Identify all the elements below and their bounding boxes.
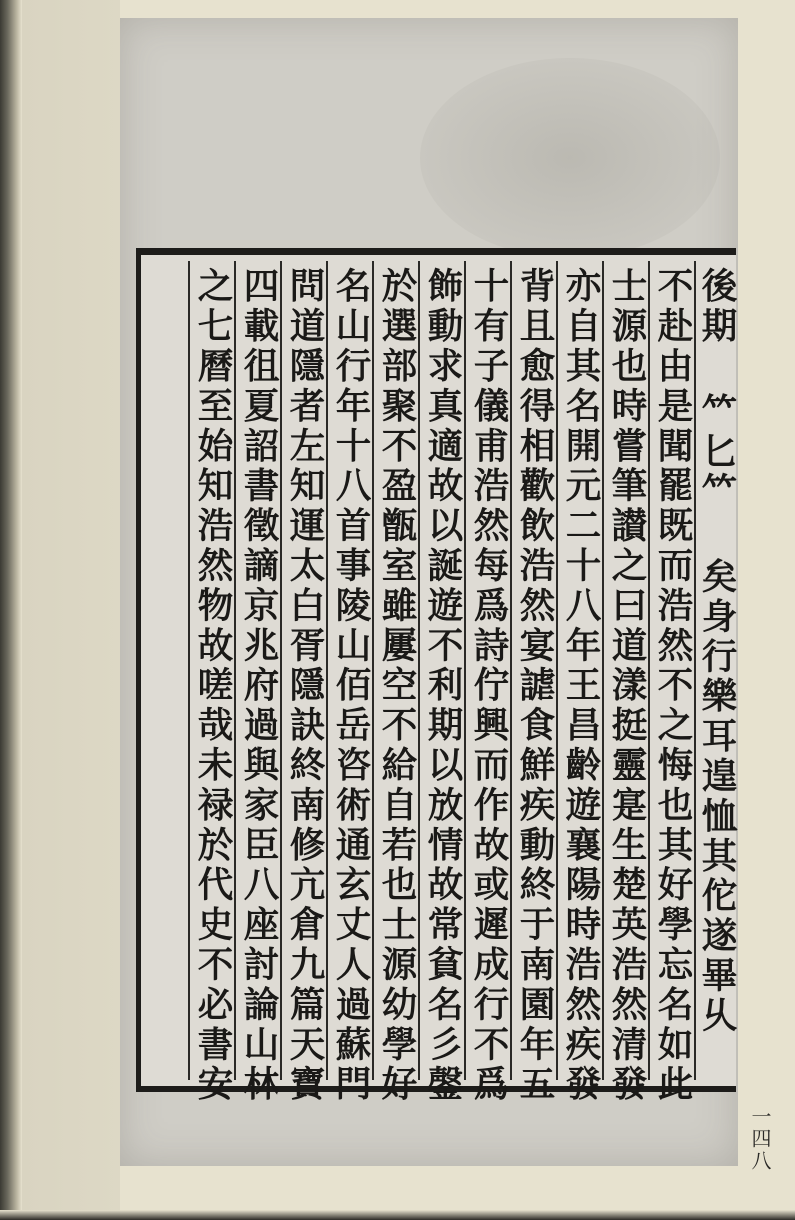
column-text: 不赴由是聞罷既而浩然不之悔也其好學忘名如此 [652, 267, 693, 1105]
column-text: 四載徂夏詔書徵謫京兆府過與家臣八座討論山林 [238, 267, 279, 1105]
text-column [326, 261, 372, 1105]
text-column [694, 261, 736, 1080]
text-column [556, 261, 602, 1105]
text-column [234, 261, 280, 1105]
text-column [418, 261, 464, 1105]
column-text: 飾動求真適故以誕遊不利期以放情故常貧名彡鏧 [422, 267, 463, 1105]
page-number: 一四八 [748, 1106, 772, 1172]
column-text: 背且愈得相歡飲浩然宴謔食鮮疾動終于南園年五 [514, 267, 555, 1105]
text-column [372, 261, 418, 1105]
column-text: 問道隱者左知運太白胥隱訣終南修亢倉九篇天寶 [284, 267, 325, 1105]
water-stain [420, 58, 720, 258]
column-text: 十有子儀甫浩然每爲詩佇興而作故或遲成行不爲 [468, 267, 509, 1105]
column-text: 名山行年十八首事陵山佰岳咨術通玄丈人過蘇門 [330, 267, 371, 1105]
text-block [136, 248, 737, 1105]
column-text: 士源也時嘗筆讃之曰道漾挺靈寔生楚英浩然清發 [606, 267, 647, 1105]
text-columns [147, 261, 737, 1105]
book-spine-shadow [0, 0, 22, 1220]
page-bottom-edge [0, 1210, 795, 1220]
text-column [648, 261, 694, 1105]
previous-leaf-margin [22, 0, 120, 1220]
text-column [188, 261, 234, 1105]
column-text: 之七曆至始知浩然物故嗟哉未禄於代史不必書安 [192, 267, 233, 1105]
text-column [464, 261, 510, 1105]
text-column [280, 261, 326, 1105]
column-text: 於選部聚不盈甑室雖屢空不給自若也士源幼學好 [376, 267, 417, 1105]
text-column [602, 261, 648, 1105]
column-text: 後期 𥫗匕𥫗 矣身行樂耳遑恤其佗遂畢乆 [696, 267, 737, 1037]
column-text: 亦自其名開元二十八年王昌齡遊襄陽時浩然疾發 [560, 267, 601, 1105]
text-column [510, 261, 556, 1105]
